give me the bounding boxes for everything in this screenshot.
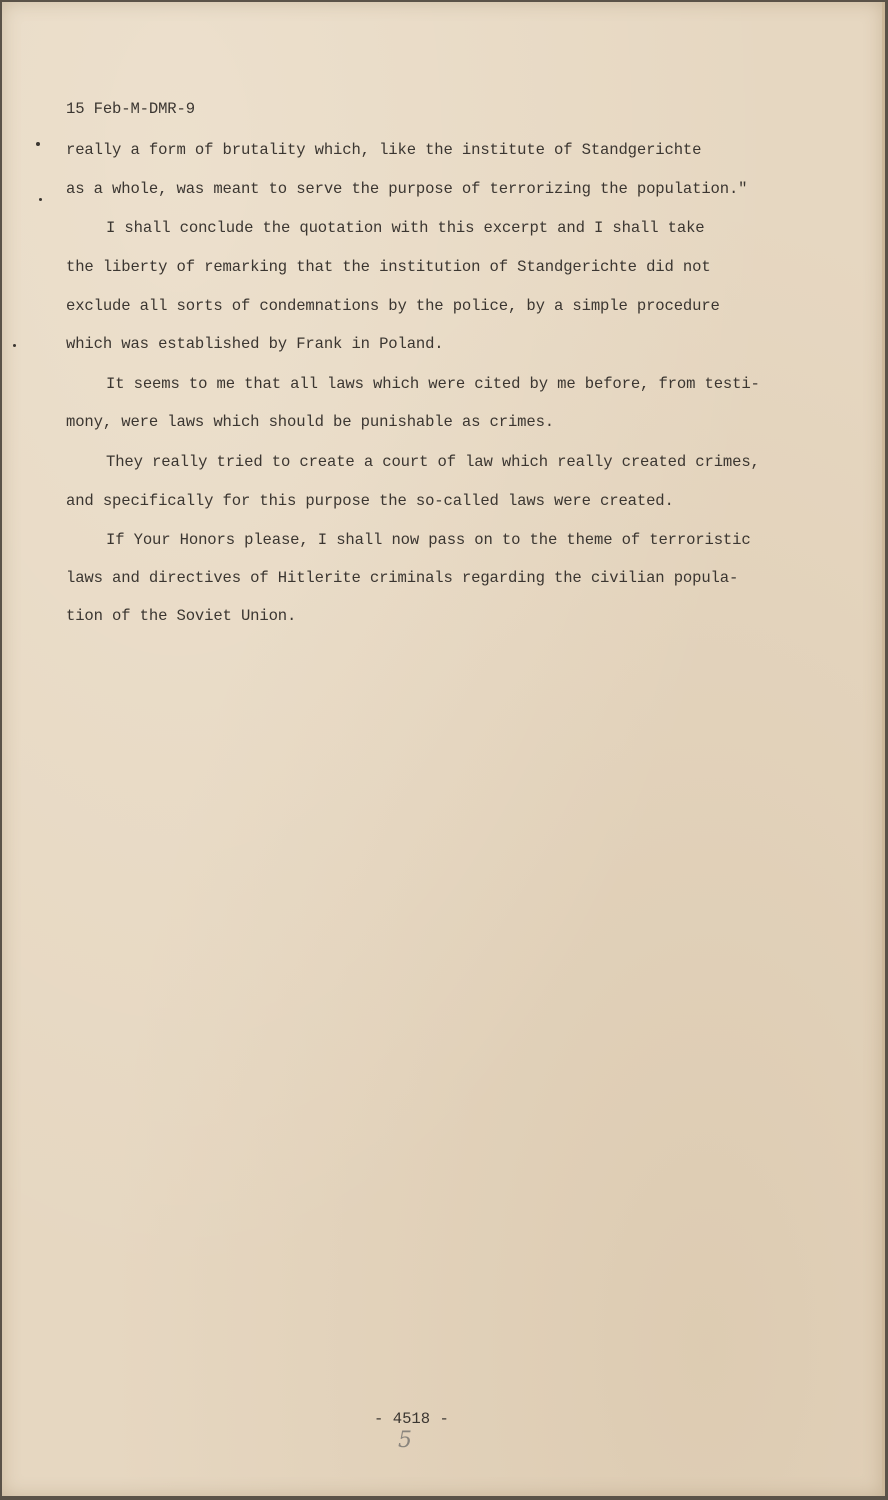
margin-dot [36, 142, 40, 146]
page-number: - 4518 - [374, 1410, 449, 1428]
text-line: and specifically for this purpose the so-called laws were created. [66, 492, 674, 510]
text-line: mony, were laws which should be punishable as crimes. [66, 413, 555, 431]
paragraph-start-line: They really tried to create a court of law which really created crimes, [106, 453, 760, 471]
document-header: 15 Feb-M-DMR-9 [66, 100, 195, 118]
text-line: exclude all sorts of condemnations by the police, by a simple procedure [66, 297, 720, 315]
text-line: which was established by Frank in Poland. [66, 335, 444, 353]
text-line: laws and directives of Hitlerite criminals regarding the civilian popula- [66, 569, 739, 587]
margin-dot [13, 344, 16, 347]
document-page [2, 2, 885, 1496]
handwritten-page-number: 5 [398, 1428, 412, 1453]
paragraph-start-line: If Your Honors please, I shall now pass on to the theme of terroristic [106, 531, 751, 549]
paragraph-start-line: I shall conclude the quotation with this excerpt and I shall take [106, 219, 705, 237]
text-line: tion of the Soviet Union. [66, 607, 297, 625]
margin-dot [39, 198, 42, 201]
text-line: the liberty of remarking that the institution of Standgerichte did not [66, 258, 711, 276]
paragraph-start-line: It seems to me that all laws which were cited by me before, from testi- [106, 375, 760, 393]
text-line: as a whole, was meant to serve the purpose of terrorizing the population." [66, 180, 748, 198]
text-line: really a form of brutality which, like the institute of Standgerichte [66, 141, 702, 159]
